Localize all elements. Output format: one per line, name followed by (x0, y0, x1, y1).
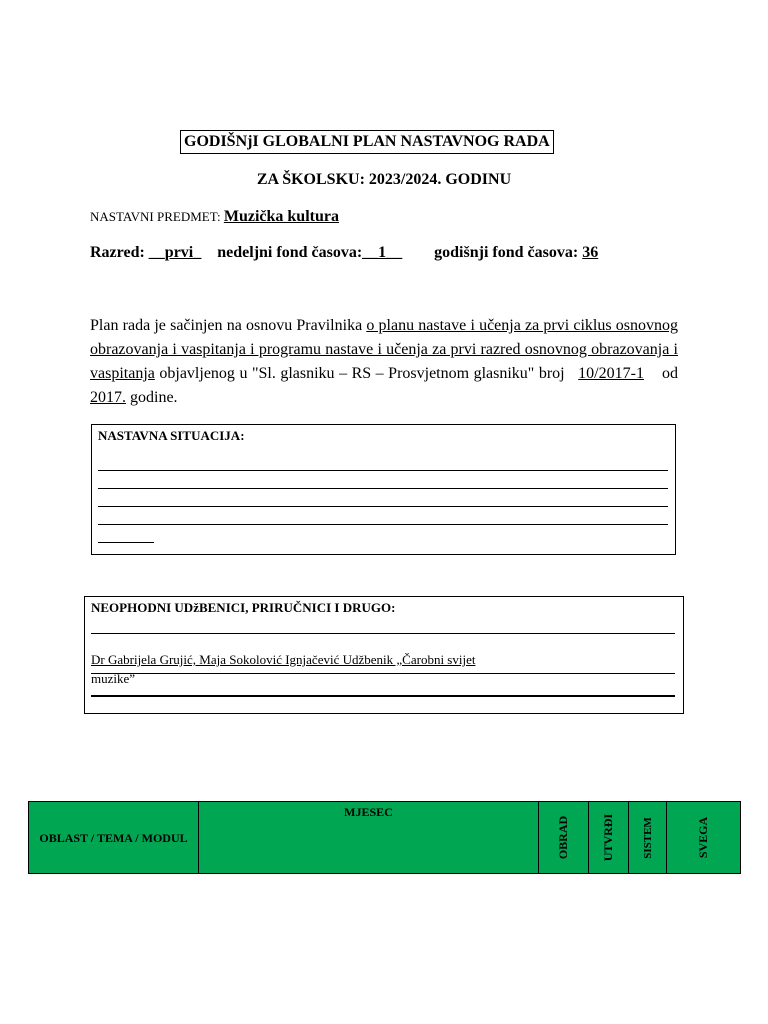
blank-lines (98, 453, 668, 543)
blank-line (91, 695, 675, 697)
blank-line (91, 633, 675, 634)
paragraph-text: objavljenog u "Sl. glasniku – RS – Prosvjetnom glasniku" broj (154, 365, 570, 382)
header-systematization: SISTEM (629, 802, 667, 873)
textbooks-label: NEOPHODNI UDžBENICI, PRIRUČNICI I DRUGO: (91, 600, 396, 615)
blank-line (98, 525, 154, 543)
plan-title: GODIŠNjI GLOBALNI PLAN NASTAVNOG RADA (180, 130, 554, 154)
grade-line (90, 242, 598, 264)
weekly-hours-value: __1__ (362, 244, 403, 261)
yearly-hours-label: godišnji fond časova: (434, 244, 579, 261)
subject-label: NASTAVNI PREDMET: (90, 209, 221, 224)
blank-line (98, 471, 668, 489)
weekly-hours-label: nedeljni fond časova: (217, 244, 363, 261)
header-reinforcement: UTVRĐI (589, 802, 629, 873)
subject-line (90, 206, 339, 228)
grade-label: Razred: (90, 244, 145, 261)
textbooks-box (84, 596, 684, 714)
blank-line (98, 453, 668, 471)
basis-paragraph (90, 314, 678, 410)
textbook-line-1: Dr Gabrijela Grujić, Maja Sokolović Ignjačević Udžbenik „Čarobni svijet (91, 652, 476, 667)
gazette-number: 10/2017-1 (578, 365, 644, 382)
textbook-line-2: muzike” (91, 671, 136, 686)
blank-line (98, 489, 668, 507)
subject-value: Muzička kultura (223, 208, 339, 225)
teaching-situation-box (91, 424, 676, 555)
paragraph-text: Plan rada je sačinjen na osnovu Pravilnika (90, 317, 367, 334)
header-total: SVEGA (696, 816, 710, 859)
grade-value: __prvi_ (148, 244, 202, 261)
header-month: MJESEC (199, 802, 539, 873)
teaching-situation-label: NASTAVNA SITUACIJA: (98, 428, 245, 443)
plan-table-header (28, 801, 741, 874)
school-year-title: ZA ŠKOLSKU: 2023/2024. GODINU (256, 171, 512, 188)
paragraph-text: godine. (126, 389, 178, 406)
header-area-topic-module: OBLAST / TEMA / MODUL (29, 802, 199, 873)
regulation-name: o planu nastave i učenja za prvi ciklus osnovnog obrazovanja i vaspitanja i programu nastave i učenja za prvi razred osnovnog obrazovanja i vaspitanja (90, 317, 678, 382)
paragraph-text: od (657, 365, 679, 382)
yearly-hours-value: 36 (582, 244, 599, 261)
blank-line (91, 673, 675, 674)
gazette-year: 2017. (90, 389, 126, 406)
header-processing: OBRAD (539, 802, 589, 873)
blank-line (98, 507, 668, 525)
